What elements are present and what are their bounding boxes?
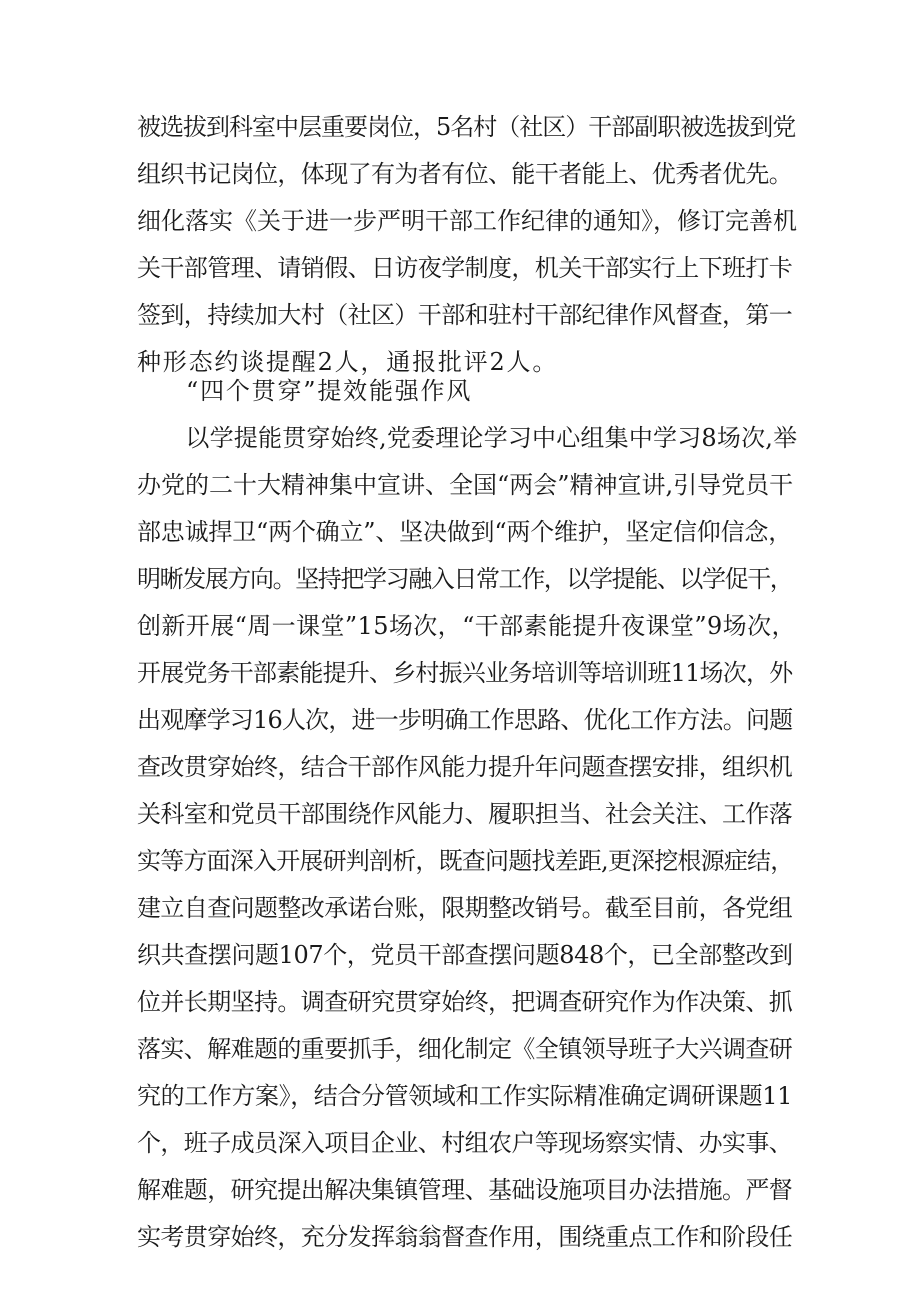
paragraph-continued [137,104,797,386]
text-line: 位并长期坚持。调查研究贯穿始终，把调查研究作为作决策、抓 [137,988,793,1016]
text-line: 开展党务干部素能提升、乡村振兴业务培训等培训班11场次，外 [137,659,793,687]
text-line: 明晰发展方向。坚持把学习融入日常工作，以学提能、以学促干， [137,565,793,593]
text-line: 关科室和党员干部围绕作风能力、履职担当、社会关注、工作落 [137,800,793,828]
section-heading: “四个贯穿”提效能强作风 [186,377,473,405]
text-line: 织共查摆问题107个，党员干部查摆问题848个，已全部整改到 [137,941,793,969]
text-line: 实等方面深入开展研判剖析，既查问题找差距,更深挖根源症结， [137,847,794,875]
text-line: 查改贯穿始终，结合干部作风能力提升年问题查摆安排，组织机 [137,753,793,781]
text-line: 以学提能贯穿始终,党委理论学习中心组集中学习8场次,举 [137,424,798,452]
text-line: 办党的二十大精神集中宣讲、全国“两会”精神宣讲,引导党员干 [137,471,794,499]
text-line: 签到，持续加大村（社区）干部和驻村干部纪律作风督查，第一 [137,301,793,329]
text-line: 创新开展“周一课堂”15场次，“干部素能提升夜课堂”9场次， [137,612,796,640]
text-line: 组织书记岗位，体现了有为者有位、能干者能上、优秀者优先。 [137,160,793,188]
text-line: 实考贯穿始终，充分发挥翁翁督查作用，围绕重点工作和阶段任 [137,1223,793,1251]
text-line: 究的工作方案》，结合分管领域和工作实际精准确定调研课题11 [137,1082,792,1110]
text-line: 细化落实《关于进一步严明干部工作纪律的通知》，修订完善机 [137,207,797,235]
text-line: 关干部管理、请销假、日访夜学制度，机关干部实行上下班打卡 [137,254,793,282]
text-line: 落实、解难题的重要抓手，细化制定《全镇领导班子大兴调查研 [137,1035,793,1063]
text-line: 种形态约谈提醒2人，通报批评2人。 [137,348,559,376]
text-line: 被选拔到科室中层重要岗位，5名村（社区）干部副职被选拔到党 [137,113,796,141]
text-line: 部忠诚捍卫“两个确立”、坚决做到“两个维护，坚定信仰信念， [137,518,793,546]
text-line: 个，班子成员深入项目企业、村组农户等现场察实情、办实事、 [137,1129,793,1157]
paragraph-main [137,415,797,1261]
text-line: 建立自查问题整改承诺台账，限期整改销号。截至目前，各党组 [137,894,793,922]
text-line: 出观摩学习16人次，进一步明确工作思路、优化工作方法。问题 [137,706,793,734]
text-line: 解难题，研究提出解决集镇管理、基础设施项目办法措施。严督 [137,1176,793,1204]
